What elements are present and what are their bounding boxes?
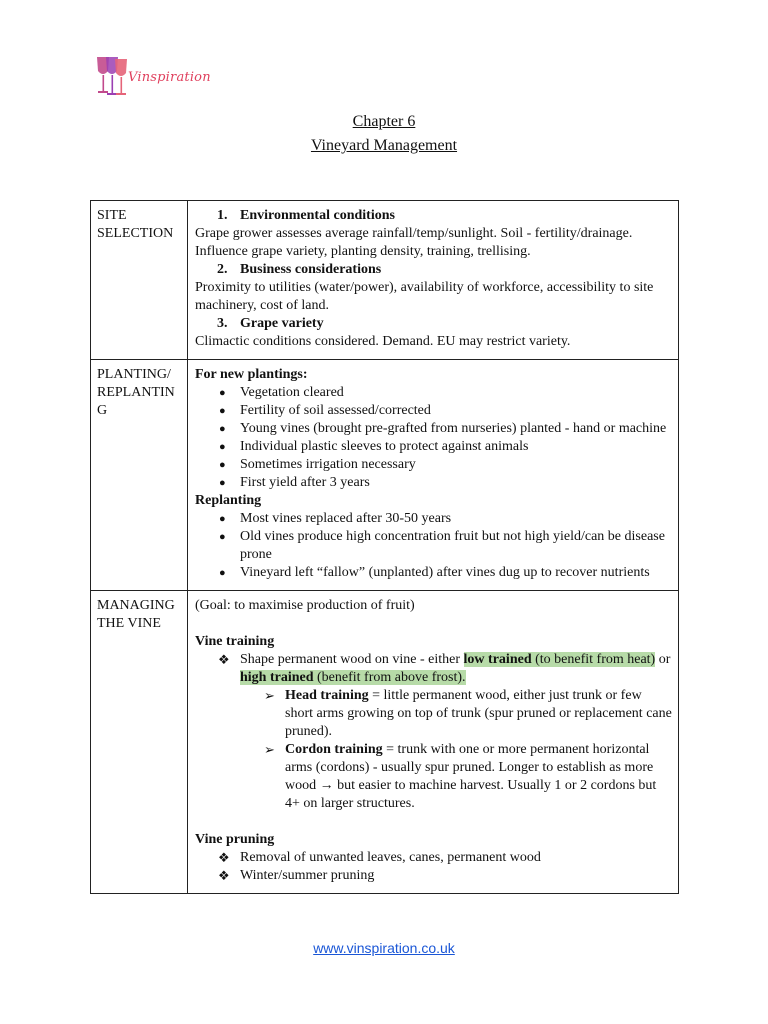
paragraph: Climactic conditions considered. Demand. EU may restrict variety. xyxy=(195,334,571,349)
numbered-heading: 1. Environmental conditions xyxy=(217,208,395,223)
diamond-bullet-icon: ❖ xyxy=(218,868,230,883)
section-content-planting xyxy=(188,360,679,591)
logo-text: Vinspiration xyxy=(128,70,211,85)
list-item: ❖ Removal of unwanted leaves, canes, permanent wood xyxy=(218,850,541,865)
chapter-heading xyxy=(0,110,768,158)
list-item: ➢ Cordon training = trunk with one or more permanent horizontal arms (cordons) - usually spur pruned. Longer to establish as more wood → but easier to machine harvest. Usually 1 or 2 cordons but 4+ on larger structures. xyxy=(264,742,657,811)
section-content-site-selection xyxy=(188,201,679,360)
highlight: low trained (to benefit from heat) xyxy=(463,652,656,667)
list-item: ● Individual plastic sleeves to protect against animals xyxy=(219,439,529,454)
section-label-planting: PLANTING/ REPLANTIN G xyxy=(91,360,188,591)
notes-table xyxy=(90,200,679,894)
subheading: Vine training xyxy=(195,634,275,649)
bullet-list-replanting xyxy=(195,510,672,582)
numbered-heading: 3. Grape variety xyxy=(217,316,324,331)
website-link[interactable]: www.vinspiration.co.uk xyxy=(313,940,455,956)
section-label-site-selection: SITE SELECTION xyxy=(91,201,188,360)
list-item: ● Sometimes irrigation necessary xyxy=(219,457,416,472)
list-item: ● First yield after 3 years xyxy=(219,475,370,490)
bullet-icon: ● xyxy=(219,423,226,435)
diamond-bullet-icon: ❖ xyxy=(218,850,230,865)
paragraph: Proximity to utilities (water/power), availability of workforce, accessibility to site machinery, cost of land. xyxy=(195,280,654,313)
footer xyxy=(0,940,768,956)
paragraph: Grape grower assesses average rainfall/temp/sunlight. Soil - fertility/drainage. Influence grape variety, planting density, training, trellising. xyxy=(195,226,633,259)
bullet-icon: ● xyxy=(219,477,226,489)
list-item: ● Vegetation cleared xyxy=(219,385,344,400)
list-item: ➢ Head training = little permanent wood, either just trunk or few short arms growing on top of trunk (spur pruned or replacement cane pruned). xyxy=(264,688,672,739)
table-row xyxy=(91,201,679,360)
bullet-icon: ● xyxy=(219,387,226,399)
bullet-icon: ● xyxy=(219,441,226,453)
table-row xyxy=(91,360,679,591)
subheading: For new plantings: xyxy=(195,367,308,382)
list-item: ❖ Shape permanent wood on vine - either low trained (to benefit from heat) or high trained (benefit from above frost). xyxy=(218,652,671,685)
section-label-managing: MANAGING THE VINE xyxy=(91,591,188,894)
bullet-icon: ● xyxy=(219,531,226,543)
list-item: ● Young vines (brought pre-grafted from nurseries) planted - hand or machine xyxy=(219,421,667,436)
bullet-icon: ● xyxy=(219,513,226,525)
wine-glasses-icon xyxy=(95,55,129,99)
list-item: ❖ Winter/summer pruning xyxy=(218,868,375,883)
list-item: ● Most vines replaced after 30-50 years xyxy=(219,511,452,526)
section-content-managing xyxy=(188,591,679,894)
highlight: high trained (benefit from above frost). xyxy=(240,670,466,685)
goal-text: (Goal: to maximise production of fruit) xyxy=(195,598,415,613)
subheading: Vine pruning xyxy=(195,832,275,847)
arrow-bullet-icon: ➢ xyxy=(264,742,275,757)
diamond-bullet-icon: ❖ xyxy=(218,652,230,667)
bullet-icon: ● xyxy=(219,405,226,417)
table-row xyxy=(91,591,679,894)
subheading: Replanting xyxy=(195,493,262,508)
arrow-bullet-icon: ➢ xyxy=(264,688,275,703)
numbered-heading: 2. Business considerations xyxy=(217,262,382,277)
list-item: ● Old vines produce high concentration fruit but not high yield/can be disease prone xyxy=(219,529,665,562)
list-item: ● Fertility of soil assessed/corrected xyxy=(219,403,431,418)
chapter-number: Chapter 6 xyxy=(352,113,416,130)
bullet-icon: ● xyxy=(219,567,226,579)
chapter-title: Vineyard Management xyxy=(310,137,458,154)
bullet-icon: ● xyxy=(219,459,226,471)
vinspiration-logo xyxy=(95,55,215,100)
list-item: ● Vineyard left “fallow” (unplanted) after vines dug up to recover nutrients xyxy=(219,565,650,580)
bullet-list-new-plantings xyxy=(195,384,672,492)
